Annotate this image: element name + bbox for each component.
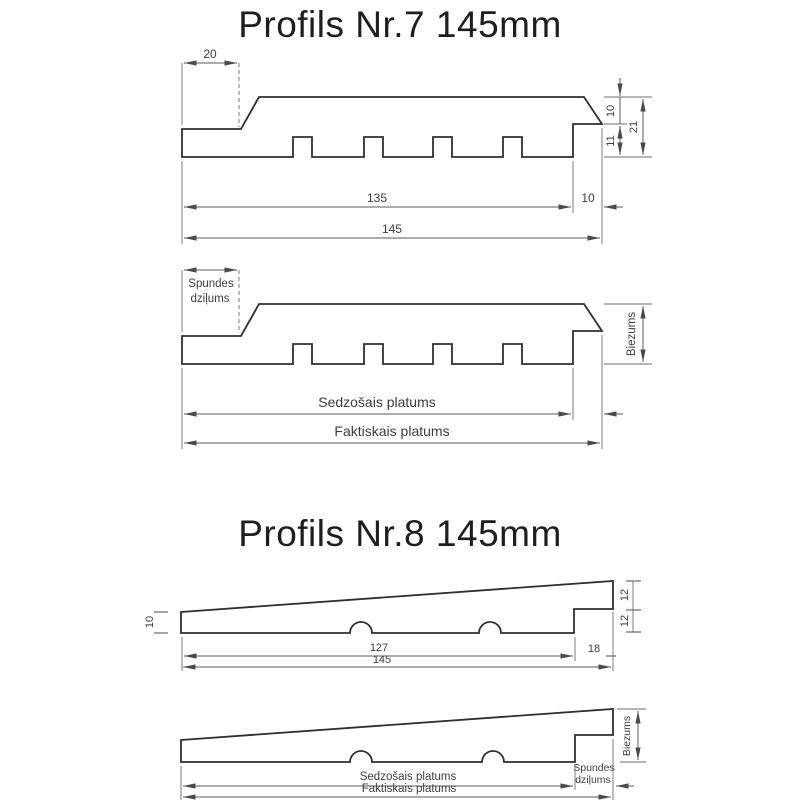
label-cover-width: Sedzošais platums [359, 771, 457, 783]
dim-value-tongue-width: 20 [203, 47, 217, 61]
profile7-labeled-outline [182, 304, 602, 364]
profile7-title: Profils Nr.7 145mm [238, 4, 562, 45]
dim-value-full-width: 145 [372, 654, 392, 666]
dim-value-rebate-width: 18 [587, 643, 601, 655]
dim-value-top-thickness: 10 [605, 104, 617, 118]
dim-value-cover-width: 135 [366, 191, 388, 205]
label-full-width: Faktiskais platums [334, 423, 450, 439]
profile8-title: Profils Nr.8 145mm [238, 513, 562, 554]
label-tongue-depth-line2: dziļums [190, 293, 230, 305]
dim-value-bottom-thickness: 11 [605, 135, 617, 147]
dim-value-cover-width: 127 [369, 642, 389, 654]
label-thickness: Biezums [621, 715, 633, 757]
profile7-dimension-drawing [182, 47, 652, 244]
label-full-width: Faktiskais platums [361, 783, 457, 795]
dim-value-total-thickness: 21 [628, 120, 640, 134]
dim-value-right-lower: 12 [619, 614, 631, 628]
label-rebate-depth-line1: Spundes [573, 762, 615, 774]
profile8-outline [181, 581, 613, 633]
dim-value-right-upper: 12 [619, 588, 631, 602]
label-tongue-depth-line1: Spundes [188, 278, 234, 290]
label-cover-width: Sedzošais platums [318, 394, 436, 410]
profile7-outline [182, 97, 602, 157]
profile8-dimension-drawing [144, 581, 641, 671]
label-thickness: Biezums [626, 311, 638, 357]
dim-value-left-thickness: 10 [144, 615, 156, 629]
profile8-labeled-outline [181, 709, 613, 762]
dim-value-rebate-width: 10 [581, 191, 595, 205]
profile7-labeled-drawing [182, 270, 652, 449]
label-rebate-depth-line2: dziļums [575, 774, 611, 786]
dim-value-full-width: 145 [381, 222, 403, 236]
profile8-labeled-drawing [181, 709, 646, 800]
